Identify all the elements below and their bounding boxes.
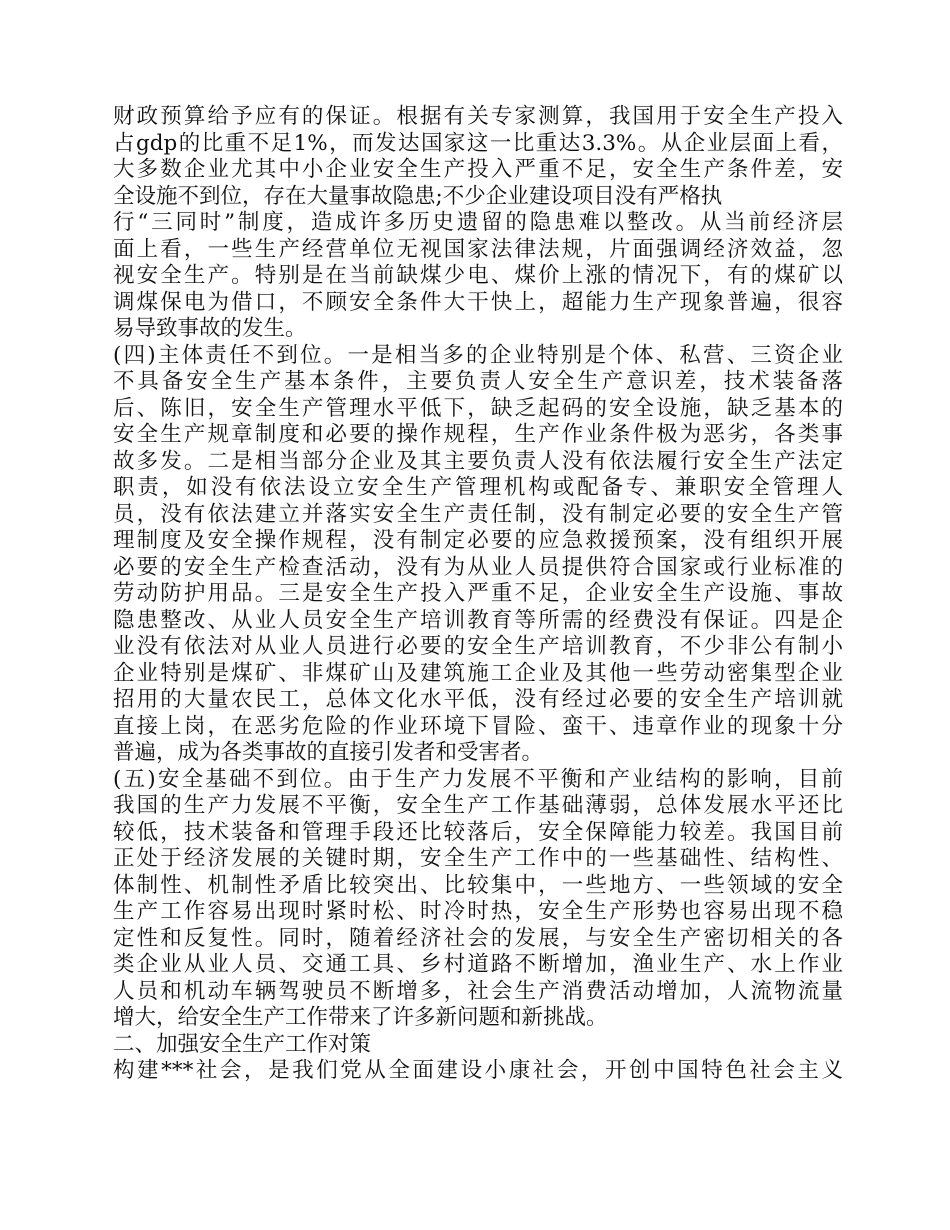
text-line: 行“三同时”制度，造成许多历史遗留的隐患难以整改。从当前经济层 [113,210,843,235]
text-line: 劳动防护用品。三是安全生产投入严重不足，企业安全生产设施、事故 [113,581,843,606]
text-line: 普遍，成为各类事故的直接引发者和受害者。 [113,740,544,765]
text-line: 人员和机动车辆驾驶员不断增多，社会生产消费活动增加，人流物流量 [113,978,843,1004]
text-line: 直接上岗，在恶劣危险的作业环境下冒险、蛮干、违章作业的现象十分 [113,713,843,739]
text-line: 不具备安全生产基本条件，主要负责人安全生产意识差，技术装备落 [113,369,843,394]
text-line: 类企业从业人员、交通工具、乡村道路不断增加，渔业生产、水上作业 [113,952,843,977]
text-line: 大多数企业尤其中小企业安全生产投入严重不足，安全生产条件差，安 [113,157,843,182]
text-line: 招用的大量农民工，总体文化水平低，没有经过必要的安全生产培训就 [113,687,843,712]
text-line: 构建***社会，是我们党从全面建设小康社会，开创中国特色社会主义 [113,1058,843,1083]
text-line: 视安全生产。特别是在当前缺煤少电、煤价上涨的情况下，有的煤矿以 [113,263,843,288]
text-line: (五)安全基础不到位。由于生产力发展不平衡和产业结构的影响，目前 [113,766,843,792]
text-line: 全设施不到位，存在大量事故隐患;不少企业建设项目没有严格执 [113,183,723,209]
text-line: 增大，给安全生产工作带来了许多新问题和新挑战。 [113,1005,608,1030]
text-line: 占gdp的比重不足1%，而发达国家这一比重达3.3%。从企业层面上看， [113,130,843,156]
text-line: 体制性、机制性矛盾比较突出、比较集中，一些地方、一些领域的安全 [113,872,843,898]
text-line: 我国的生产力发展不平衡，安全生产工作基础薄弱，总体发展水平还比 [113,793,843,818]
text-line: 必要的安全生产检查活动，没有为从业人员提供符合国家或行业标准的 [113,554,843,580]
text-line: 面上看，一些生产经营单位无视国家法律法规，片面强调经济效益，忽 [113,236,843,262]
text-line: 后、陈旧，安全生产管理水平低下，缺乏起码的安全设施，缺乏基本的 [113,395,843,421]
document-page [113,104,843,1085]
text-line: 安全生产规章制度和必要的操作规程，生产作业条件极为恶劣，各类事 [113,422,843,447]
text-line: 业没有依法对从业人员进行必要的安全生产培训教育，不少非公有制小 [113,634,843,659]
text-line: 企业特别是煤矿、非煤矿山及建筑施工企业及其他一些劳动密集型企业 [113,660,843,686]
text-line: 较低，技术装备和管理手段还比较落后，安全保障能力较差。我国目前 [113,819,843,845]
text-line: 员，没有依法建立并落实安全生产责任制，没有制定必要的安全生产管 [113,501,843,527]
text-line: (四)主体责任不到位。一是相当多的企业特别是个体、私营、三资企业 [113,342,843,368]
text-line: 财政预算给予应有的保证。根据有关专家测算，我国用于安全生产投入 [113,104,843,129]
text-line: 职责，如没有依法设立安全生产管理机构或配备专、兼职安全管理人 [113,475,843,500]
text-line: 定性和反复性。同时，随着经济社会的发展，与安全生产密切相关的各 [113,925,843,951]
text-line: 调煤保电为借口，不顾安全条件大干快上，超能力生产现象普遍，很容 [113,289,843,315]
text-line: 正处于经济发展的关键时期，安全生产工作中的一些基础性、结构性、 [113,846,843,871]
text-line: 易导致事故的发生。 [113,316,307,341]
text-line: 生产工作容易出现时紧时松、时冷时热，安全生产形势也容易出现不稳 [113,899,843,924]
text-line: 隐患整改、从业人员安全生产培训教育等所需的经费没有保证。四是企 [113,607,843,633]
text-line: 理制度及安全操作规程，没有制定必要的应急救援预案，没有组织开展 [113,528,843,553]
section-heading: 二、加强安全生产工作对策 [113,1031,372,1057]
text-line: 故多发。二是相当部分企业及其主要负责人没有依法履行安全生产法定 [113,448,843,474]
